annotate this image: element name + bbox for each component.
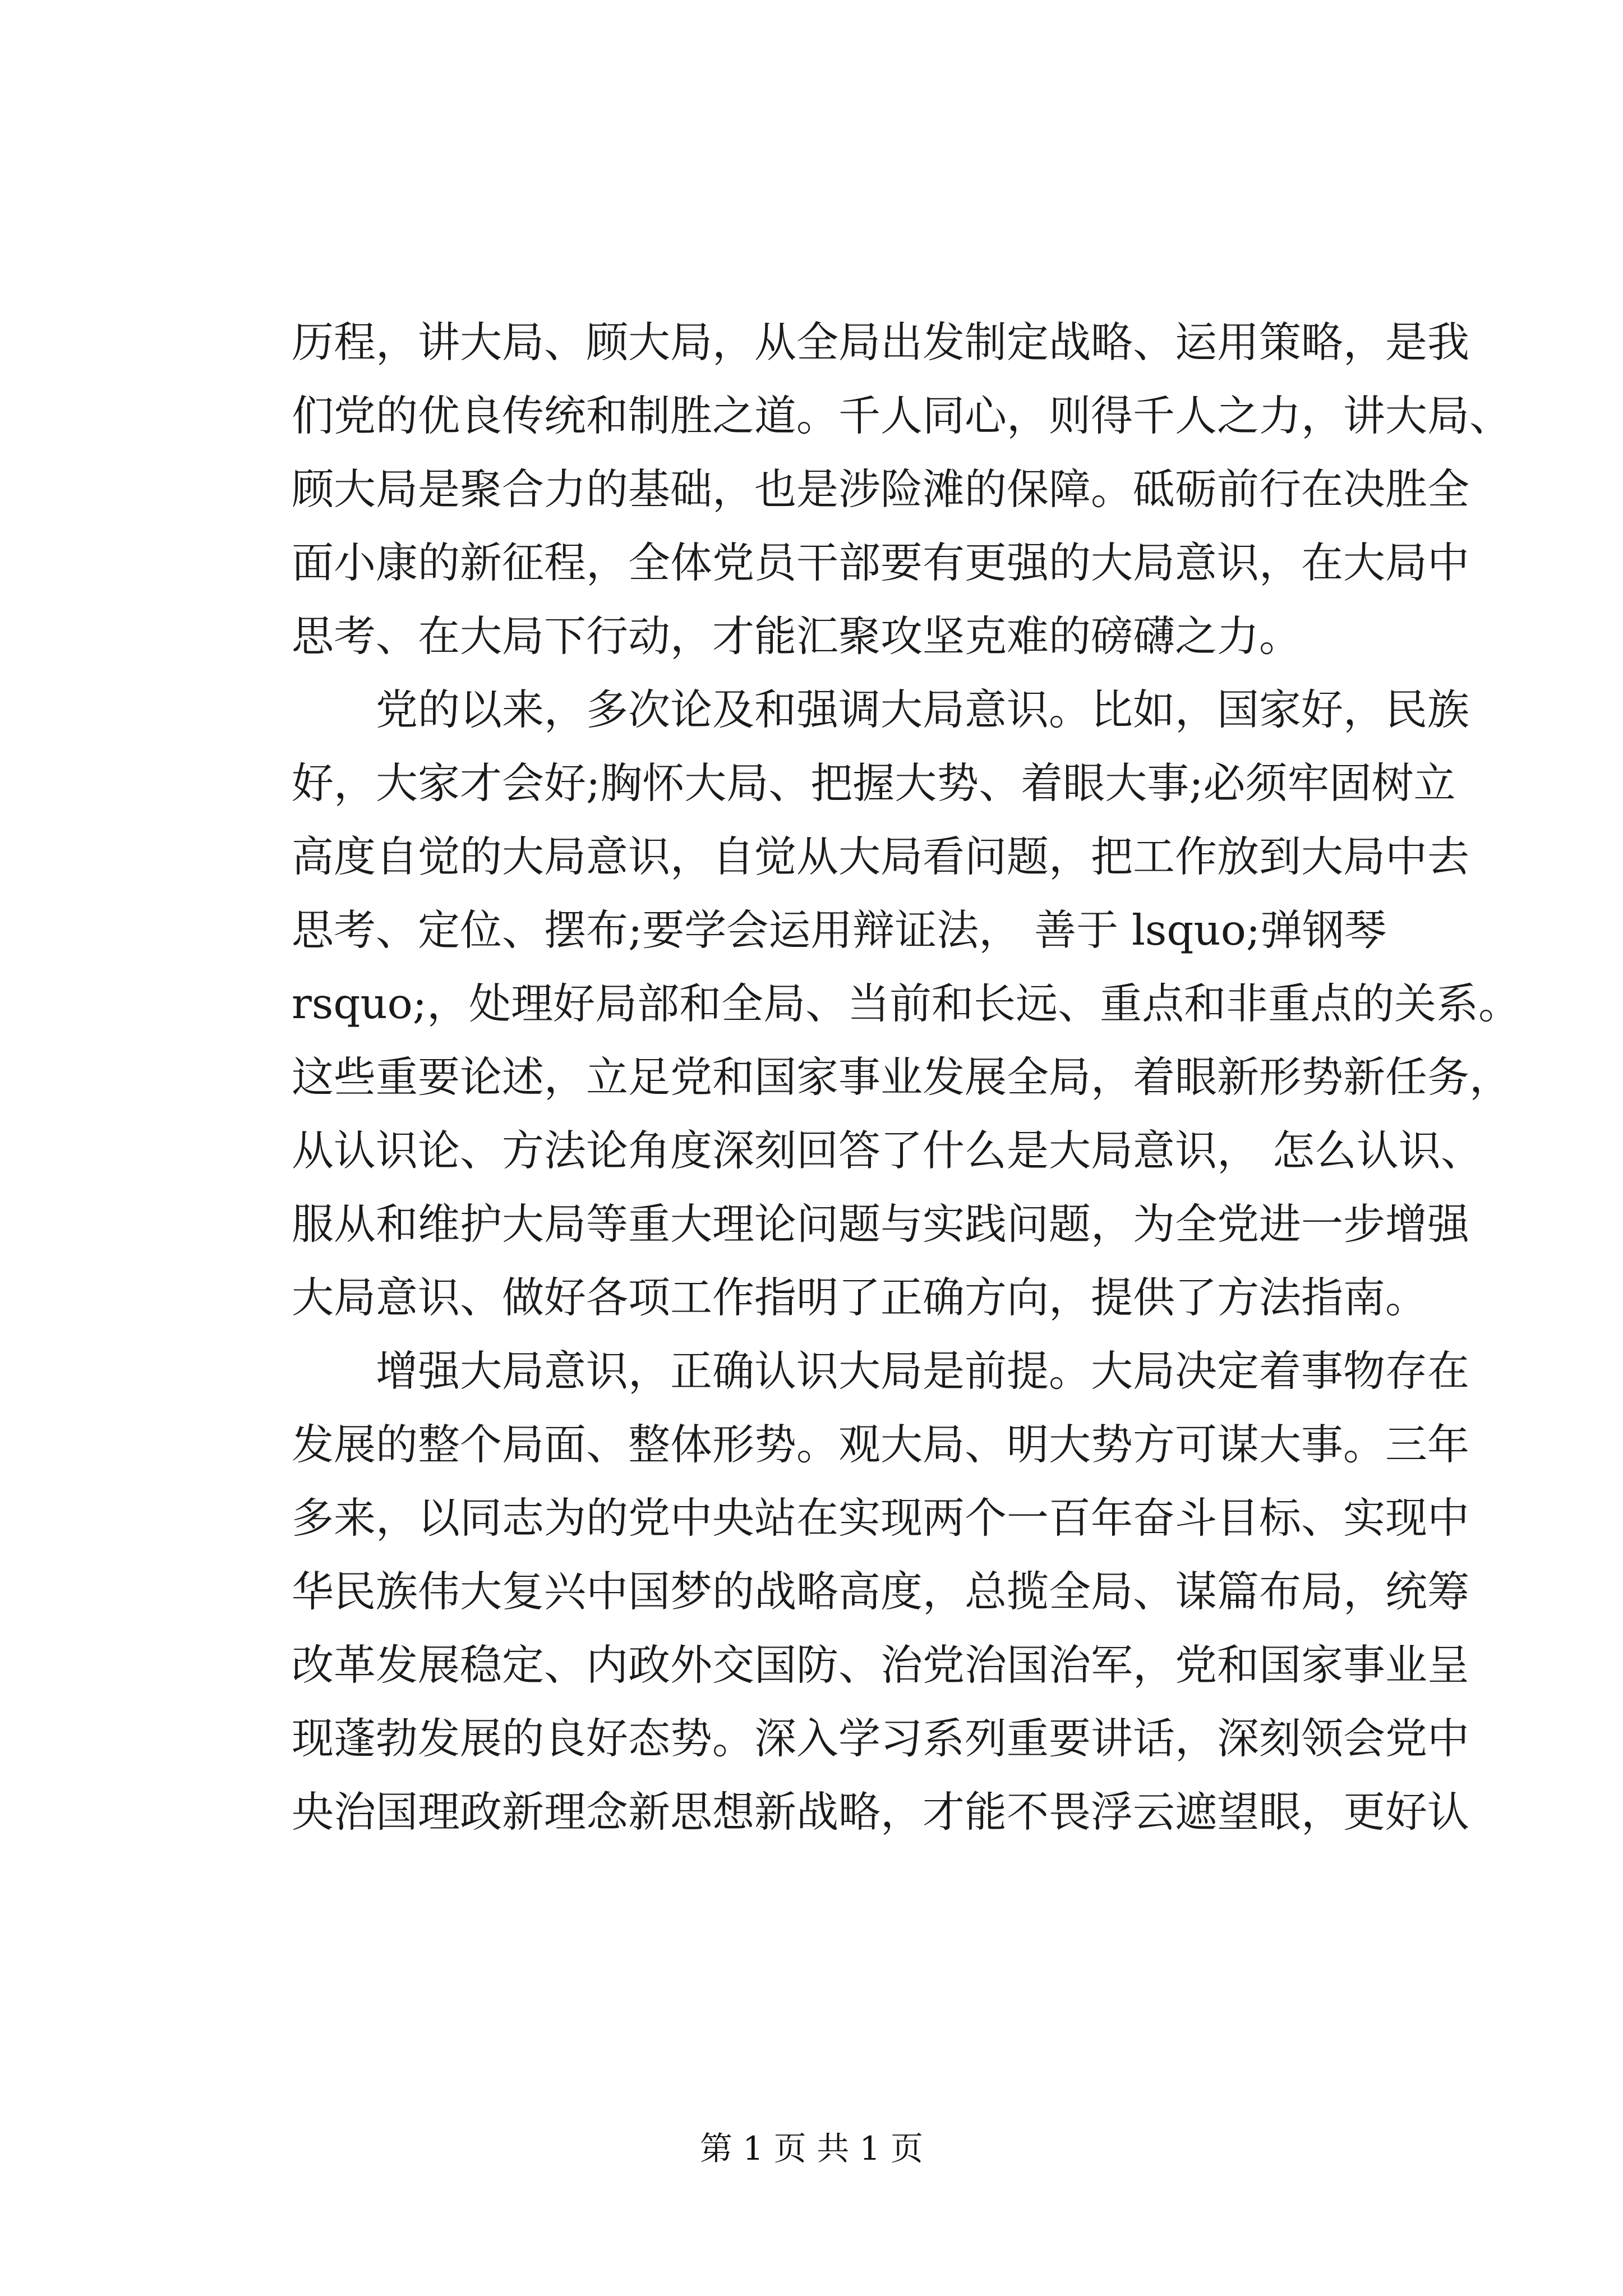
text-line: 央治国理政新理念新思想新战略，才能不畏浮云遮望眼，更好认	[292, 1787, 1470, 1837]
text-line: 思考、定位、摆布;要学会运用辩证法， 善于 lsquo;弹钢琴	[292, 905, 1387, 955]
text-line: 这些重要论述，立足党和国家事业发展全局，着眼新形势新任务，	[292, 1052, 1512, 1102]
page-footer: 第 1 页 共 1 页	[700, 2129, 923, 2168]
text-line: 服从和维护大局等重大理论问题与实践问题，为全党进一步增强	[292, 1199, 1470, 1249]
text-line: 大局意识、做好各项工作指明了正确方向，提供了方法指南。	[292, 1273, 1428, 1322]
text-line: 好，大家才会好;胸怀大局、把握大势、着眼大事;必须牢固树立	[292, 758, 1456, 808]
text-line: 顾大局是聚合力的基础，也是涉险滩的保障。砥砺前行在决胜全	[292, 464, 1470, 514]
text-line: 党的以来，多次论及和强调大局意识。比如，国家好，民族	[292, 685, 1470, 734]
text-line: 历程，讲大局、顾大局，从全局出发制定战略、运用策略，是我	[292, 318, 1470, 367]
text-line: 们党的优良传统和制胜之道。千人同心，则得千人之力，讲大局、	[292, 391, 1512, 440]
text-line: 多来，以同志为的党中央站在实现两个一百年奋斗目标、实现中	[292, 1493, 1470, 1543]
text-line: 发展的整个局面、整体形势。观大局、明大势方可谋大事。三年	[292, 1420, 1470, 1469]
text-line: rsquo;，处理好局部和全局、当前和长远、重点和非重点的关系。	[292, 979, 1521, 1028]
text-line: 思考、在大局下行动，才能汇聚攻坚克难的磅礴之力。	[292, 611, 1302, 661]
text-line: 从认识论、方法论角度深刻回答了什么是大局意识， 怎么认识、	[292, 1126, 1483, 1175]
text-line: 增强大局意识，正确认识大局是前提。大局决定着事物存在	[292, 1346, 1470, 1396]
text-line: 高度自觉的大局意识，自觉从大局看问题，把工作放到大局中去	[292, 832, 1470, 881]
text-line: 现蓬勃发展的良好态势。深入学习系列重要讲话，深刻领会党中	[292, 1714, 1470, 1763]
text-line: 改革发展稳定、内政外交国防、治党治国治军，党和国家事业呈	[292, 1640, 1470, 1690]
body-text	[292, 306, 1521, 1849]
text-line: 面小康的新征程，全体党员干部要有更强的大局意识，在大局中	[292, 538, 1470, 587]
text-line: 华民族伟大复兴中国梦的战略高度，总揽全局、谋篇布局，统筹	[292, 1567, 1470, 1616]
